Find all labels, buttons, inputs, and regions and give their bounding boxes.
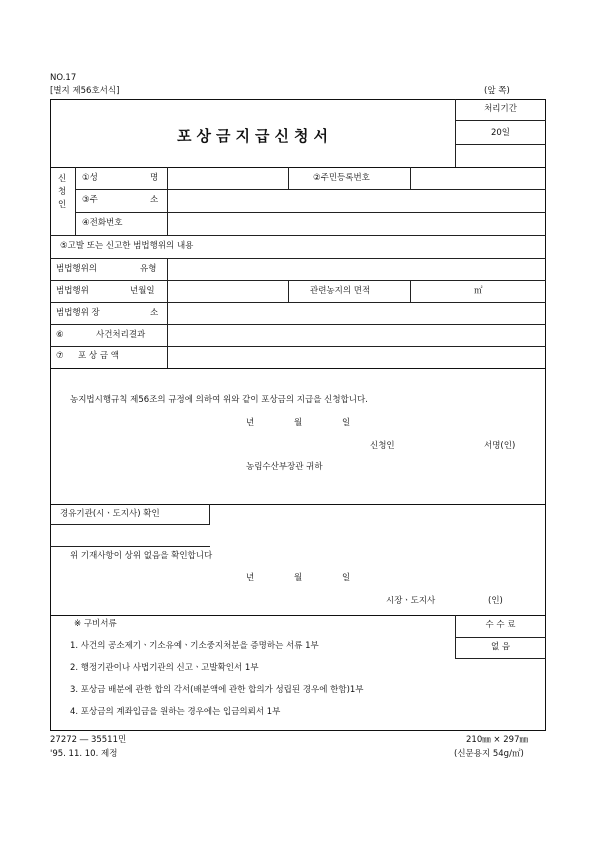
violation-date-field[interactable] [169,282,286,300]
rule-name [75,189,546,190]
reward-field[interactable] [169,348,544,366]
area-label-left [288,280,289,302]
name-label: ①성 [82,173,98,183]
fee-rule [455,637,546,638]
confirmation-month: 월 [294,573,303,583]
violation-place-label: 범법행위 장 [56,308,100,318]
document-item-1: 1. 사건의 공소제기ㆍ기소유예ㆍ기소중지처분을 증명하는 서류 1부 [70,641,319,651]
confirmation-day: 일 [342,573,351,583]
document-item-3: 3. 포상금 배분에 관한 합의 각서(배분액에 관한 합의가 성립된 경우에 한함)1부 [70,685,364,695]
form-title: 포상금지급신청서 [177,127,333,145]
area-unit: ㎡ [474,286,483,296]
fee-label: 수 수 료 [485,620,516,630]
confirmation-rule [50,546,210,547]
applicant-group-divider [75,167,76,235]
applicant-group-char-2: 청 [58,187,67,197]
rule-address [75,212,546,213]
declaration-applicant: 신청인 [370,441,395,451]
reward-label: 포 상 금 액 [78,351,119,361]
id-field[interactable] [412,169,544,187]
violation-place-field[interactable] [169,304,544,322]
id-label-right [410,167,411,189]
footer-date: '95. 11. 10. 제정 [50,749,118,759]
violation-type-field[interactable] [169,260,544,278]
violation-type-label: 범법행위의 [56,264,98,274]
fee-value: 없 음 [490,642,511,652]
violation-date-label-b: 년월일 [130,286,155,296]
document-item-2: 2. 행정기관이나 사법기관의 신고ㆍ고발확인서 1부 [70,663,259,673]
footer-size: 210㎜ × 297㎜ [466,735,528,745]
name-label-b: 명 [150,173,159,183]
rule-date [50,302,546,303]
processing-rule-2 [455,144,546,145]
id-label: ②주민등록번호 [313,173,370,183]
address-label-b: 소 [150,195,159,205]
declaration-addressee: 농림수산부장관 귀하 [246,462,323,472]
declaration-text: 농지법시행규칙 제56조의 규정에 의하여 위와 같이 포상금의 지급을 신청합니다. [70,395,368,405]
declaration-month: 월 [294,418,303,428]
rule-top [50,167,546,168]
applicant-group-char-1: 신 [58,174,67,184]
footer-paper: (신문용지 54g/㎡) [454,749,524,759]
confirmation-box-label: 경유기관(시ㆍ도지사) 확인 [60,509,160,519]
id-label-left [288,167,289,189]
violation-date-label: 범법행위 [56,286,89,296]
rule-content [50,258,546,259]
footer-code: 27272 ― 35511민 [50,735,127,745]
declaration-signature[interactable]: 서명(인) [484,441,516,451]
violation-type-label-b: 유형 [140,264,157,274]
reward-number: ⑦ [56,351,64,361]
rule-place [50,324,546,325]
form-reference: [별지 제56호서식] [50,86,120,96]
confirmation-year: 년 [246,573,255,583]
violation-label-divider [167,258,168,368]
area-label: 관련농지의 면적 [310,286,371,296]
violation-place-label-b: 소 [150,308,159,318]
confirmation-official: 시장ㆍ도지사 [386,596,436,606]
declaration-day: 일 [342,418,351,428]
result-field[interactable] [169,326,544,344]
declaration-year: 년 [246,418,255,428]
page-side: (앞 쪽) [484,86,510,96]
violation-content-label: ⑤고발 또는 신고한 범법행위의 내용 [60,241,194,251]
result-number: ⑥ [56,330,64,340]
processing-label: 처리기간 [484,104,517,114]
rule-phone [50,235,546,236]
applicant-label-divider [167,167,168,235]
form-number: NO.17 [50,73,77,83]
address-label: ③주 [82,195,98,205]
processing-rule [455,120,546,121]
rule-type [50,280,546,281]
confirmation-text: 위 기재사항이 상위 없음을 확인합니다 [70,551,213,561]
confirmation-seal[interactable]: (인) [488,596,503,606]
applicant-group-char-3: 인 [58,200,67,210]
rule-result [50,346,546,347]
result-label: 사건처리결과 [96,330,146,340]
document-item-4: 4. 포상금의 계좌입금을 원하는 경우에는 입금의뢰서 1부 [70,707,281,717]
phone-label: ④전화번호 [82,218,123,228]
documents-heading: ※ 구비서류 [74,619,117,629]
phone-field[interactable] [169,214,544,233]
name-field[interactable] [169,169,286,187]
rule-reward [50,368,546,369]
processing-value: 20일 [490,128,511,138]
area-label-right [410,280,411,302]
address-field[interactable] [169,191,544,210]
